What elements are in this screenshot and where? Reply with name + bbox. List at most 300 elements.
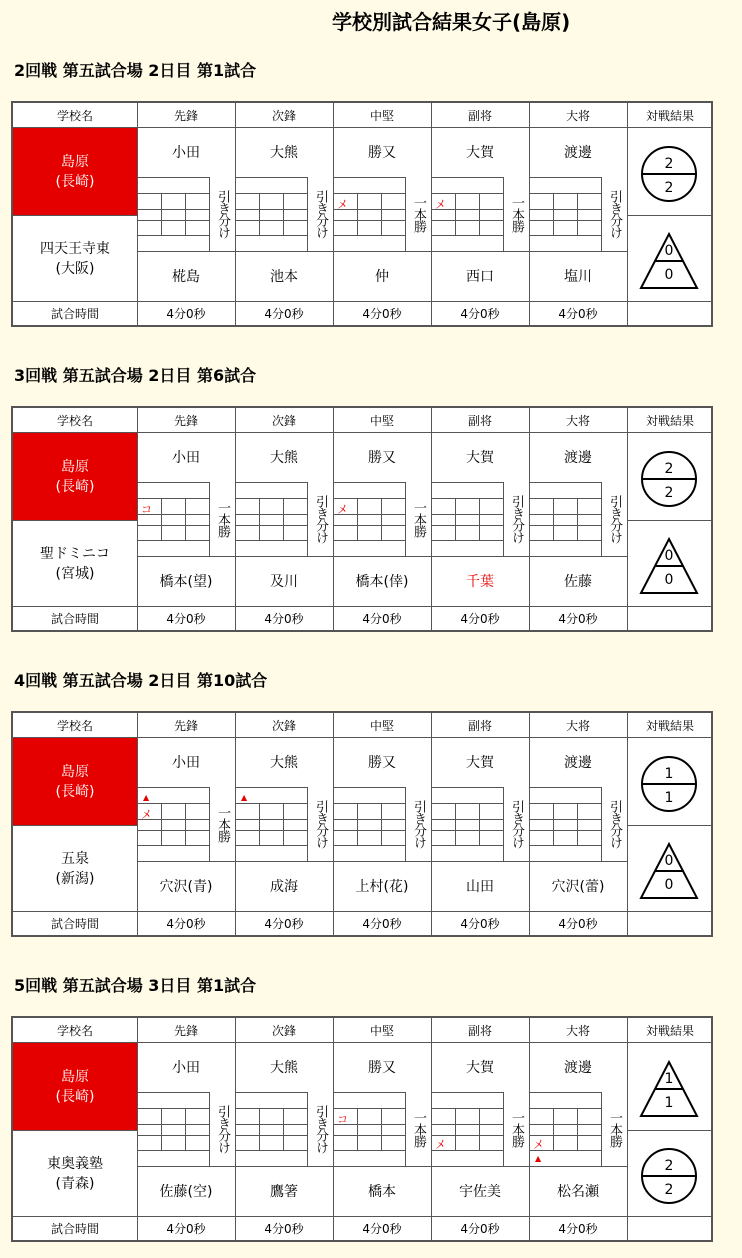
score-wins: 1 — [664, 766, 674, 782]
grid-line — [431, 830, 503, 831]
grid-line — [137, 1108, 209, 1109]
grid-line — [235, 1092, 307, 1093]
grid-line — [431, 1092, 503, 1093]
away-player-name: 穴沢(蕾) — [551, 879, 605, 895]
grid-line — [431, 861, 529, 862]
match-table — [11, 101, 713, 327]
away-school-pref: (青森) — [55, 1176, 95, 1192]
grid-line — [137, 525, 209, 526]
grid-line — [431, 193, 503, 194]
grid-line — [553, 193, 554, 235]
grid-line — [627, 408, 628, 630]
position-header: 大将 — [565, 108, 590, 123]
grid-line — [553, 1108, 554, 1150]
time-label: 試合時間 — [50, 306, 99, 321]
grid-line — [431, 220, 503, 221]
grid-line — [529, 1108, 601, 1109]
bout-time: 4分0秒 — [362, 306, 402, 321]
grid-line — [235, 556, 333, 557]
away-school-name: 四天王寺東 — [40, 241, 110, 257]
bout-result: 引き分け — [607, 495, 622, 543]
bout-time: 4分0秒 — [362, 916, 402, 931]
away-player-name: 池本 — [270, 269, 298, 285]
grid-line — [137, 1092, 209, 1093]
bout-time: 4分0秒 — [558, 1221, 598, 1236]
grid-line — [627, 713, 628, 935]
position-header: 先鋒 — [173, 108, 198, 123]
away-player-name: 西口 — [466, 269, 494, 285]
grid-line — [431, 1124, 503, 1125]
grid-line — [235, 1150, 307, 1151]
bout-time: 4分0秒 — [460, 306, 500, 321]
away-player-name: 橋本(倖) — [355, 574, 409, 590]
bout-time: 4分0秒 — [166, 611, 206, 626]
grid-line — [577, 1108, 578, 1150]
grid-line — [333, 1166, 431, 1167]
grid-line — [627, 825, 713, 826]
away-school-pref: (宮城) — [55, 566, 95, 582]
grid-line — [137, 1124, 209, 1125]
grid-line — [529, 803, 601, 804]
position-header: 副将 — [467, 1023, 492, 1038]
grid-line — [529, 819, 601, 820]
away-school — [13, 1130, 137, 1216]
bout-time: 4分0秒 — [362, 1221, 402, 1236]
home-player-name: 小田 — [172, 145, 200, 161]
grid-line — [283, 803, 284, 845]
grid-line — [431, 525, 503, 526]
bout-result: 一本勝 — [509, 1111, 524, 1147]
position-header: 先鋒 — [173, 1023, 198, 1038]
grid-line — [333, 498, 405, 499]
grid-line — [137, 1166, 235, 1167]
home-school-name: 島原 — [61, 1069, 89, 1085]
grid-line — [235, 861, 333, 862]
home-school — [13, 1042, 137, 1130]
grid-line — [529, 220, 601, 221]
grid-line — [137, 103, 138, 325]
grid-line — [13, 520, 137, 521]
score-mark: ▲ — [143, 793, 150, 802]
grid-line — [431, 1108, 503, 1109]
grid-line — [577, 498, 578, 540]
grid-line — [479, 803, 480, 845]
away-school-name: 五泉 — [61, 851, 89, 867]
bout-result: 一本勝 — [411, 196, 426, 232]
away-player-name: 椛島 — [172, 269, 200, 285]
grid-line — [431, 177, 503, 178]
grid-line — [529, 103, 530, 325]
position-header: 次鋒 — [271, 413, 296, 428]
score-wins: 0 — [664, 548, 674, 564]
score-mark: メ — [141, 808, 152, 821]
away-result-triangle — [641, 843, 701, 903]
grid-line — [357, 498, 358, 540]
grid-line — [529, 1166, 627, 1167]
home-player-name: 渡邊 — [564, 450, 592, 466]
grid-line — [13, 1042, 713, 1043]
grid-line — [137, 235, 209, 236]
score-wins: 0 — [664, 243, 674, 259]
grid-line — [13, 737, 713, 738]
grid-line — [235, 540, 307, 541]
grid-line — [283, 498, 284, 540]
home-school-pref: (長崎) — [55, 784, 95, 800]
grid-line — [137, 861, 235, 862]
position-header: 先鋒 — [173, 413, 198, 428]
grid-line — [529, 1135, 601, 1136]
grid-line — [235, 1108, 307, 1109]
time-label: 試合時間 — [50, 611, 99, 626]
grid-line — [431, 713, 432, 935]
bout-result: 引き分け — [215, 190, 230, 238]
grid-line — [529, 514, 601, 515]
home-school — [13, 127, 137, 215]
grid-line — [529, 845, 601, 846]
grid-line — [529, 787, 601, 788]
position-header: 大将 — [565, 413, 590, 428]
grid-line — [431, 482, 503, 483]
home-player-name: 小田 — [172, 755, 200, 771]
grid-line — [235, 235, 307, 236]
grid-line — [455, 1108, 456, 1150]
grid-line — [13, 215, 137, 216]
away-school-name: 東奥義塾 — [47, 1156, 103, 1172]
grid-line — [259, 803, 260, 845]
score-points: 1 — [664, 1095, 674, 1111]
grid-line — [627, 215, 713, 216]
grid-line — [333, 861, 431, 862]
grid-line — [137, 787, 209, 788]
bout-time: 4分0秒 — [264, 1221, 304, 1236]
position-header: 副将 — [467, 718, 492, 733]
grid-line — [333, 819, 405, 820]
score-points: 1 — [664, 790, 674, 806]
grid-line — [529, 1092, 601, 1093]
score-mark: ▲ — [535, 1154, 542, 1163]
score-wins: 2 — [664, 156, 674, 172]
grid-line — [137, 193, 209, 194]
grid-line — [235, 220, 307, 221]
home-player-name: 渡邊 — [564, 1060, 592, 1076]
bout-result: 一本勝 — [607, 1111, 622, 1147]
score-points: 0 — [664, 877, 674, 893]
match-heading: 4回戦 第五試合場 2日目 第10試合 — [14, 671, 268, 690]
grid-line — [627, 520, 713, 521]
home-player-name: 小田 — [172, 1060, 200, 1076]
score-mark: メ — [337, 503, 348, 516]
match-heading: 5回戦 第五試合場 3日目 第1試合 — [14, 976, 257, 995]
grid-line — [235, 1124, 307, 1125]
grid-line — [333, 525, 405, 526]
score-mark: メ — [435, 198, 446, 211]
grid-line — [431, 787, 503, 788]
away-player-name: 宇佐美 — [459, 1184, 501, 1200]
grid-line — [137, 209, 209, 210]
grid-line — [431, 1018, 432, 1240]
home-school-pref: (長崎) — [55, 479, 95, 495]
grid-line — [137, 1018, 138, 1240]
home-school-pref: (長崎) — [55, 174, 95, 190]
home-school-name: 島原 — [61, 764, 89, 780]
grid-line — [283, 193, 284, 235]
bout-time: 4分0秒 — [166, 1221, 206, 1236]
home-result-circle — [641, 451, 701, 511]
grid-line — [137, 408, 138, 630]
away-player-name: 山田 — [466, 879, 494, 895]
grid-line — [235, 193, 307, 194]
bout-result: 一本勝 — [509, 196, 524, 232]
grid-line — [185, 193, 186, 235]
score-mark: メ — [435, 1138, 446, 1151]
bout-time: 4分0秒 — [558, 916, 598, 931]
grid-line — [137, 482, 209, 483]
grid-line — [479, 1108, 480, 1150]
grid-line — [333, 482, 405, 483]
score-wins: 0 — [664, 853, 674, 869]
bout-result: 引き分け — [215, 1105, 230, 1153]
grid-line — [357, 803, 358, 845]
grid-line — [431, 251, 529, 252]
position-header: 中堅 — [369, 413, 394, 428]
grid-line — [529, 1124, 601, 1125]
grid-line — [235, 819, 307, 820]
grid-line — [333, 1135, 405, 1136]
grid-line — [431, 845, 503, 846]
score-points: 2 — [664, 1182, 674, 1198]
grid-line — [13, 127, 713, 128]
grid-line — [381, 193, 382, 235]
school-col-header: 学校名 — [56, 1023, 93, 1038]
grid-line — [333, 845, 405, 846]
grid-line — [185, 1108, 186, 1150]
away-result-circle — [641, 1148, 701, 1208]
bout-time: 4分0秒 — [166, 306, 206, 321]
away-player-name: 橋本 — [368, 1184, 396, 1200]
position-header: 次鋒 — [271, 718, 296, 733]
grid-line — [137, 1150, 209, 1151]
home-school — [13, 432, 137, 520]
home-player-name: 大熊 — [270, 1060, 298, 1076]
away-player-name: 穴沢(青) — [159, 879, 213, 895]
bout-result: 引き分け — [607, 800, 622, 848]
result-col-header: 対戦結果 — [645, 1023, 694, 1038]
away-player-name: 佐藤(空) — [159, 1184, 213, 1200]
grid-line — [259, 498, 260, 540]
score-mark: コ — [337, 1113, 348, 1126]
score-points: 0 — [664, 572, 674, 588]
grid-line — [479, 193, 480, 235]
home-player-name: 小田 — [172, 450, 200, 466]
home-player-name: 大熊 — [270, 755, 298, 771]
home-player-name: 大賀 — [466, 145, 494, 161]
home-player-name: 大賀 — [466, 1060, 494, 1076]
grid-line — [235, 713, 236, 935]
grid-line — [431, 819, 503, 820]
grid-line — [381, 1108, 382, 1150]
bout-time: 4分0秒 — [264, 916, 304, 931]
grid-line — [529, 177, 601, 178]
bout-result: 引き分け — [313, 190, 328, 238]
grid-line — [529, 251, 627, 252]
grid-line — [431, 1166, 529, 1167]
grid-line — [333, 787, 405, 788]
grid-line — [627, 1018, 628, 1240]
grid-line — [627, 103, 628, 325]
position-header: 次鋒 — [271, 1023, 296, 1038]
grid-line — [161, 193, 162, 235]
grid-line — [137, 498, 209, 499]
grid-line — [431, 408, 432, 630]
bout-result: 引き分け — [607, 190, 622, 238]
grid-line — [235, 514, 307, 515]
grid-line — [235, 830, 307, 831]
grid-line — [529, 861, 627, 862]
grid-line — [333, 556, 431, 557]
grid-line — [455, 803, 456, 845]
grid-line — [235, 177, 307, 178]
home-player-name: 渡邊 — [564, 145, 592, 161]
school-col-header: 学校名 — [56, 413, 93, 428]
grid-line — [333, 193, 405, 194]
grid-line — [235, 787, 307, 788]
away-result-triangle — [641, 233, 701, 293]
away-school-pref: (大阪) — [55, 261, 95, 277]
bout-result: 引き分け — [509, 495, 524, 543]
result-col-header: 対戦結果 — [645, 413, 694, 428]
away-result-triangle — [641, 538, 701, 598]
home-school-name: 島原 — [61, 459, 89, 475]
grid-line — [333, 1150, 405, 1151]
bout-time: 4分0秒 — [558, 306, 598, 321]
grid-line — [333, 713, 334, 935]
grid-line — [333, 1092, 405, 1093]
position-header: 中堅 — [369, 718, 394, 733]
grid-line — [529, 193, 601, 194]
grid-line — [137, 713, 138, 935]
grid-line — [431, 540, 503, 541]
bout-time: 4分0秒 — [166, 916, 206, 931]
away-player-name: 松名瀬 — [557, 1184, 599, 1200]
bout-result: 引き分け — [313, 495, 328, 543]
result-col-header: 対戦結果 — [645, 718, 694, 733]
match-heading: 3回戦 第五試合場 2日目 第6試合 — [14, 366, 257, 385]
grid-line — [13, 432, 713, 433]
grid-line — [235, 1166, 333, 1167]
grid-line — [529, 498, 601, 499]
bout-time: 4分0秒 — [460, 916, 500, 931]
grid-line — [137, 845, 209, 846]
grid-line — [529, 1018, 530, 1240]
grid-line — [357, 193, 358, 235]
home-result-triangle — [641, 1061, 701, 1121]
bout-time: 4分0秒 — [264, 306, 304, 321]
bout-result: 引き分け — [411, 800, 426, 848]
away-school-pref: (新潟) — [55, 871, 95, 887]
grid-line — [333, 103, 334, 325]
away-player-name: 成海 — [270, 879, 298, 895]
grid-line — [431, 514, 503, 515]
grid-line — [431, 556, 529, 557]
grid-line — [529, 556, 627, 557]
position-header: 中堅 — [369, 1023, 394, 1038]
grid-line — [283, 1108, 284, 1150]
away-school — [13, 520, 137, 606]
away-school-name: 聖ドミニコ — [40, 546, 110, 562]
home-player-name: 渡邊 — [564, 755, 592, 771]
grid-line — [235, 525, 307, 526]
grid-line — [333, 408, 334, 630]
away-player-name: 橋本(望) — [159, 574, 213, 590]
grid-line — [185, 498, 186, 540]
grid-line — [235, 408, 236, 630]
grid-line — [431, 235, 503, 236]
away-player-name: 鷹箸 — [270, 1184, 298, 1200]
grid-line — [235, 482, 307, 483]
bout-time: 4分0秒 — [460, 1221, 500, 1236]
grid-line — [235, 1018, 236, 1240]
bout-result: 引き分け — [313, 800, 328, 848]
grid-line — [137, 540, 209, 541]
score-wins: 2 — [664, 1158, 674, 1174]
grid-line — [529, 235, 601, 236]
grid-line — [529, 408, 530, 630]
away-school — [13, 825, 137, 911]
away-player-name: 千葉 — [466, 574, 494, 590]
grid-line — [137, 830, 209, 831]
time-label: 試合時間 — [50, 916, 99, 931]
position-header: 副将 — [467, 108, 492, 123]
away-player-name: 上村(花) — [355, 879, 409, 895]
home-result-circle — [641, 756, 701, 816]
grid-line — [431, 498, 503, 499]
grid-line — [553, 498, 554, 540]
bout-time: 4分0秒 — [460, 611, 500, 626]
grid-line — [431, 1135, 503, 1136]
home-player-name: 大賀 — [466, 450, 494, 466]
grid-line — [529, 482, 601, 483]
match-table — [11, 711, 713, 937]
time-label: 試合時間 — [50, 1221, 99, 1236]
grid-line — [333, 540, 405, 541]
score-mark: コ — [141, 503, 152, 516]
bout-result: 引き分け — [313, 1105, 328, 1153]
grid-line — [431, 803, 503, 804]
result-col-header: 対戦結果 — [645, 108, 694, 123]
position-header: 副将 — [467, 413, 492, 428]
bout-result: 一本勝 — [215, 806, 230, 842]
score-wins: 2 — [664, 461, 674, 477]
grid-line — [137, 1135, 209, 1136]
position-header: 大将 — [565, 1023, 590, 1038]
grid-line — [13, 825, 137, 826]
away-player-name: 佐藤 — [564, 574, 592, 590]
home-school-name: 島原 — [61, 154, 89, 170]
score-points: 2 — [664, 485, 674, 501]
home-player-name: 大熊 — [270, 145, 298, 161]
away-player-name: 及川 — [270, 574, 298, 590]
grid-line — [529, 830, 601, 831]
grid-line — [431, 103, 432, 325]
score-mark: メ — [337, 198, 348, 211]
grid-line — [137, 251, 235, 252]
grid-line — [553, 803, 554, 845]
home-result-circle — [641, 146, 701, 206]
grid-line — [137, 177, 209, 178]
grid-line — [381, 498, 382, 540]
home-player-name: 勝又 — [368, 450, 396, 466]
score-mark: メ — [533, 1138, 544, 1151]
